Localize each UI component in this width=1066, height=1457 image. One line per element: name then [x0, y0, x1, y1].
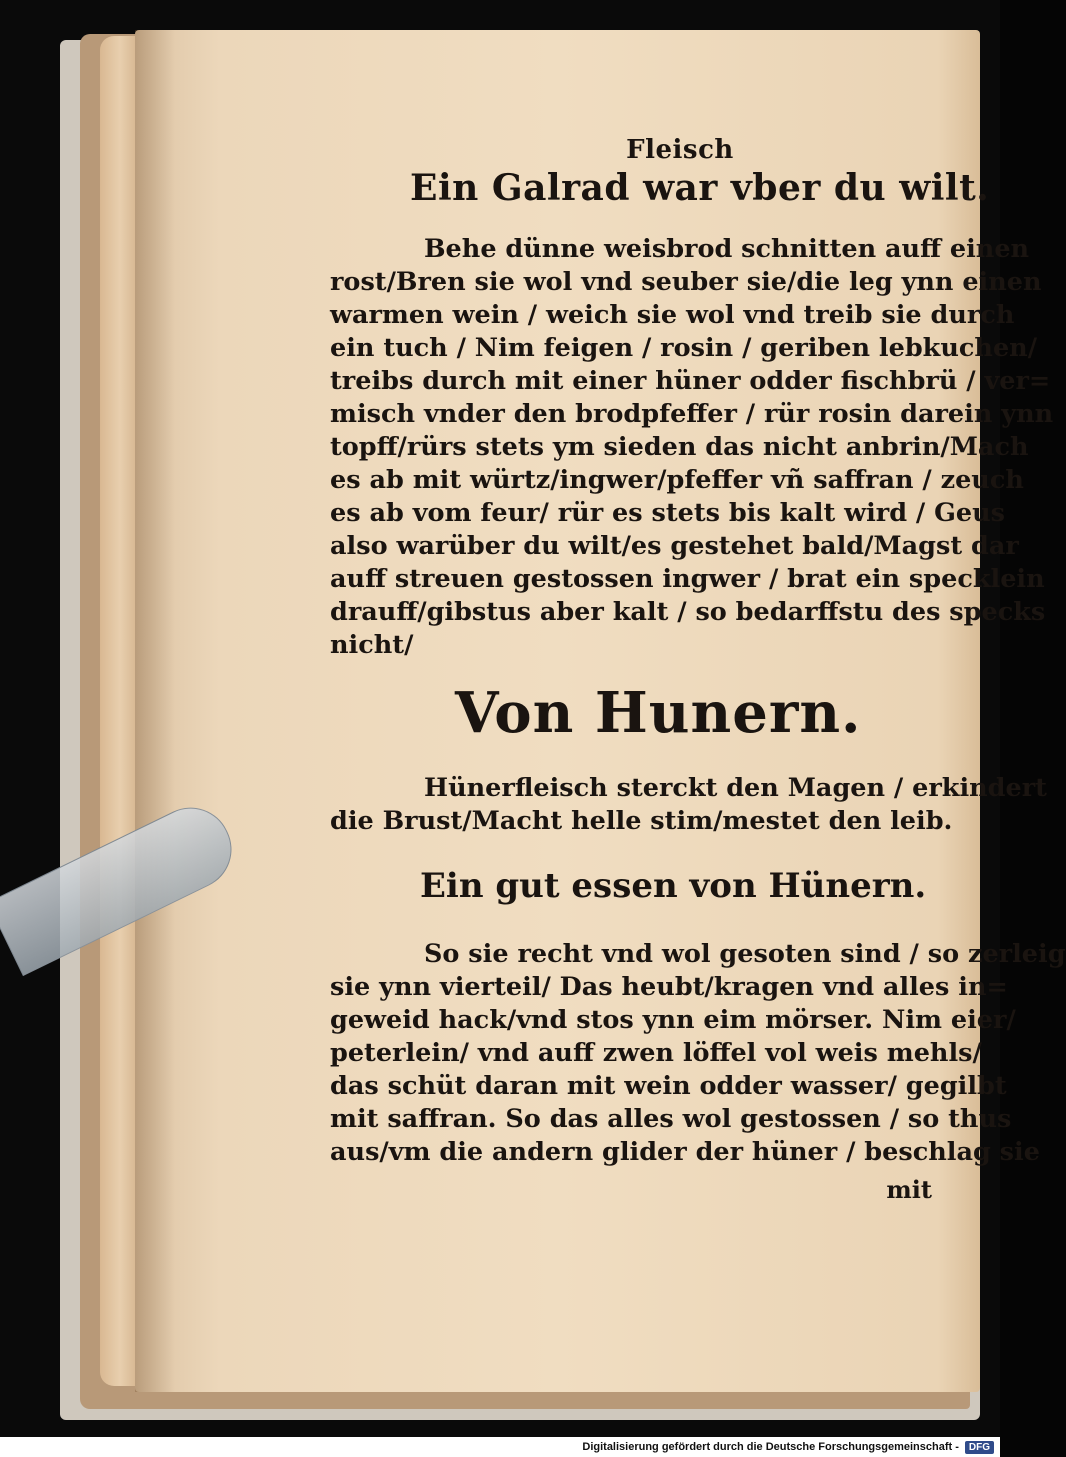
dfg-logo-icon: DFG [965, 1441, 994, 1454]
text-line: treibs durch mit einer hüner odder fischbrü / ver= [330, 366, 1051, 396]
text-line: aus/vm die andern glider der hüner / beschlag sie [330, 1137, 1040, 1167]
text-line: geweid hack/vnd stos ynn eim mörser. Nim eier/ [330, 1005, 1016, 1035]
digitization-footer [0, 1437, 1000, 1457]
paragraph-galrad [330, 233, 1054, 662]
running-head: Fleisch [626, 135, 734, 165]
text-line: nicht/ [330, 630, 414, 660]
text-line: es ab mit würtz/ingwer/pfeffer vñ saffran / zeuch [330, 465, 1024, 495]
text-line: die Brust/Macht helle stim/mestet den leib. [330, 806, 953, 836]
recipe-subtitle: Ein gut essen von Hünern. [420, 866, 927, 906]
text-line: topff/rürs stets ym sieden das nicht anbrin/Mach [330, 432, 1029, 462]
page-text [330, 135, 1066, 1204]
text-line: Behe dünne weisbrod schnitten auff einen [424, 234, 1030, 264]
text-line: es ab vom feur/ rür es stets bis kalt wird / Geus [330, 498, 1006, 528]
text-line: drauff/gibstus aber kalt / so bedarffstu des specks [330, 597, 1046, 627]
section-title: Von Hunern. [455, 680, 862, 746]
paragraph-huenerfleisch [330, 772, 1047, 838]
paragraph-huenern-recipe [330, 938, 1066, 1169]
text-line: warmen wein / weich sie wol vnd treib sie durch [330, 300, 1015, 330]
text-line: Hünerfleisch sterckt den Magen / erkindert [424, 773, 1047, 803]
page-gutter-shadow [135, 30, 175, 1392]
text-line: ein tuch / Nim feigen / rosin / geriben lebkuchen/ [330, 333, 1038, 363]
text-line: das schüt daran mit wein odder wasser/ gegilbt [330, 1071, 1007, 1101]
text-line: auff streuen gestossen ingwer / brat ein specklein [330, 564, 1045, 594]
recipe-title: Ein Galrad war vber du wilt. [410, 167, 990, 209]
text-line: also warüber du wilt/es gestehet bald/Magst dar [330, 531, 1019, 561]
footer-credit: Digitalisierung gefördert durch die Deutsche Forschungsgemeinschaft - [582, 1441, 959, 1453]
text-line: misch vnder den brodpfeffer / rür rosin darein ynn [330, 399, 1054, 429]
text-line: So sie recht vnd wol gesoten sind / so zerleig [424, 939, 1066, 969]
text-line: rost/Bren sie wol vnd seuber sie/die leg ynn einen [330, 267, 1042, 297]
text-line: peterlein/ vnd auff zwen löffel vol weis mehls/ [330, 1038, 982, 1068]
text-line: mit saffran. So das alles wol gestossen / so thus [330, 1104, 1012, 1134]
catchword: mit [886, 1175, 932, 1204]
text-line: sie ynn vierteil/ Das heubt/kragen vnd alles in= [330, 972, 1008, 1002]
